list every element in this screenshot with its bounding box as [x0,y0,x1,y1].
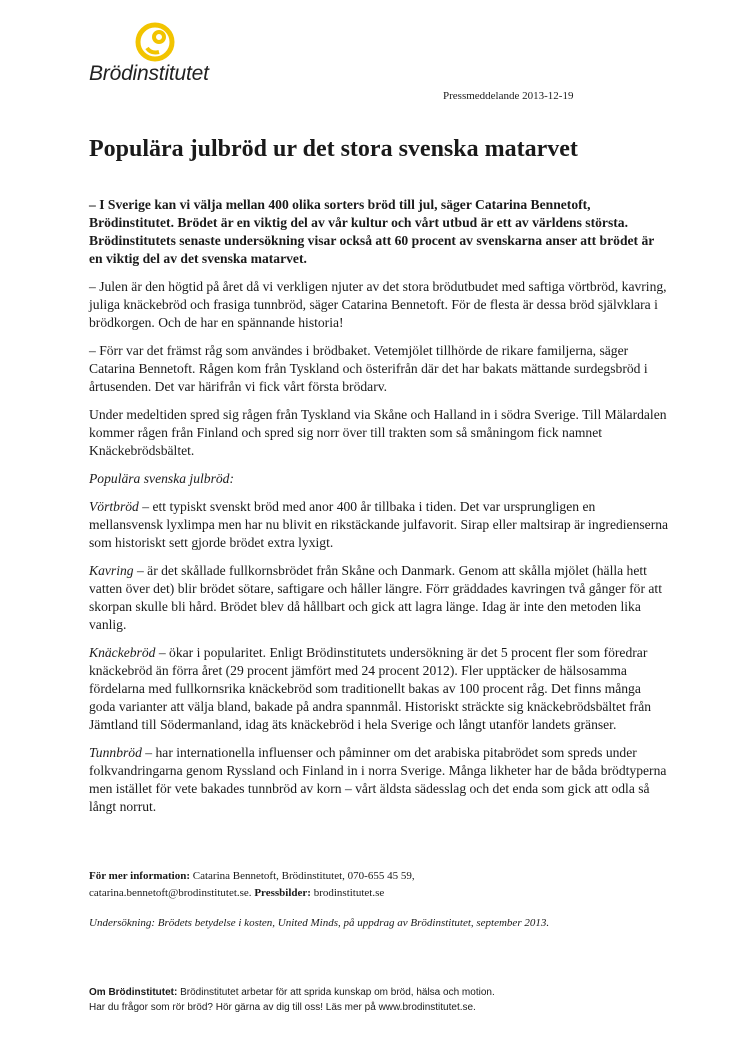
footer-line-1: Brödinstitutet arbetar för att sprida kunskap om bröd, hälsa och motion. [177,987,495,998]
press-images-label: Pressbilder: [254,887,311,899]
logo-text: Brödinstitutet [89,62,209,85]
bread-paragraph-knackebrod [89,644,669,734]
bread-paragraph-kavring [89,562,669,634]
survey-note: Undersökning: Brödets betydelse i kosten, United Minds, på uppdrag av Brödinstitutet, september 2013. [89,917,550,929]
bread-name: Tunnbröd [89,745,142,760]
footer-line-2: Har du frågor som rör bröd? Hör gärna av dig till oss! Läs mer på www.brodinstitutet.se. [89,1002,476,1013]
press-release-date: Pressmeddelande 2013-12-19 [443,90,574,102]
bread-description: – ett typiskt svenskt bröd med anor 400 år tillbaka i tiden. Det var ursprungligen en mellansvensk lyxlimpa men har nu blivit en rikstäckande julfavorit. Sirap eller maltsirap är ingredienserna som historiskt sett gjorde brödet extra lyxigt. [89,499,669,550]
contact-label: För mer information: [89,870,191,882]
footer-label: Om Brödinstitutet: [89,987,178,998]
brand-logo [89,22,229,94]
paragraph: – Förr var det främst råg som användes i brödbaket. Vetemjölet tillhörde de rikare familjerna, säger Catarina Bennetoft. Rågen kom från Tyskland och österifrån där det har bakats mättande surdegsbröd i årtusenden. Det var härifrån vi fick vårt första brödarv. [89,343,648,394]
contact-info [89,868,689,902]
paragraph: Under medeltiden spred sig rågen från Tyskland via Skåne och Halland in i södra Sverige. Till Mälardalen kommer rågen från Finland och spred sig norr över till trakten som så småningom fick namnet Knäckebrödsbältet. [89,407,667,458]
lead-paragraph: – I Sverige kan vi välja mellan 400 olika sorters bröd till jul, säger Catarina Bennetoft, Brödinstitutet. Brödet är en viktig del av vår kultur och vårt utbud är ett av världens största. Brödinstitutets senaste undersökning visar också att 60 procent av svenskarna anser att brödet är en viktig del av det svenska matarvet. [89,197,655,266]
brodinstitutet-logo-icon [133,22,177,64]
bread-paragraph-vortbrod [89,498,669,552]
footer [89,985,689,1015]
contact-email[interactable]: catarina.bennetoft@brodinstitutet.se. [89,887,252,899]
press-images-link[interactable]: brodinstitutet.se [310,887,385,899]
bread-name: Vörtbröd [89,499,139,514]
section-heading: Populära svenska julbröd: [89,471,234,486]
page-title: Populära julbröd ur det stora svenska matarvet [89,136,578,162]
bread-description: – är det skållade fullkornsbrödet från Skåne och Danmark. Genom att skålla mjölet (hälla hett vatten över det) blir brödet sötare, saftigare och håller längre. Förr gräddades kavringen två gånger för att skorpan skulle bli hård. Brödet blev då hållbart och gick att lagra länge. Idag är inte den metoden lika vanlig. [89,563,662,632]
bread-name: Knäckebröd [89,645,156,660]
bread-paragraph-tunnbrod [89,744,669,816]
contact-text: Catarina Bennetoft, Brödinstitutet, 070-655 45 59, [190,870,415,882]
paragraph: – Julen är den högtid på året då vi verkligen njuter av det stora brödutbudet med saftiga vörtbröd, kavring, juliga knäckebröd och frasiga tunnbröd, säger Catarina Bennetoft. För de flesta är dessa bröd självklara i brödkorgen. Och de har en spännande historia! [89,279,667,330]
bread-description: – har internationella influenser och påminner om det arabiska pitabrödet som spreds under folkvandringarna genom Ryssland och Finland in i norra Sverige. Många likheter har de båda brödtyperna men istället för vete bakades tunnbröd av korn – vårt äldsta sädesslag och det enda som gick att odla så långt norrut. [89,745,667,814]
bread-name: Kavring [89,563,134,578]
bread-description: – ökar i popularitet. Enligt Brödinstitutets undersökning är det 5 procent fler som föredrar knäckebröd än förra året (29 procent jämfört med 24 procent 2012). Fler upptäcker de hälsosamma fördelarna med fullkornsrika knäckebröd som traditionellt bakas av 100 procent råg. Det finns många goda varianter att välja bland, bakade på andra spannmål. Historiskt sträckte sig knäckebrödsbältet från Jämtland till Södermanland, idag äts knäckebröd i hela Sverige och långt utanför landets gränser. [89,645,652,732]
article-body [89,196,669,826]
